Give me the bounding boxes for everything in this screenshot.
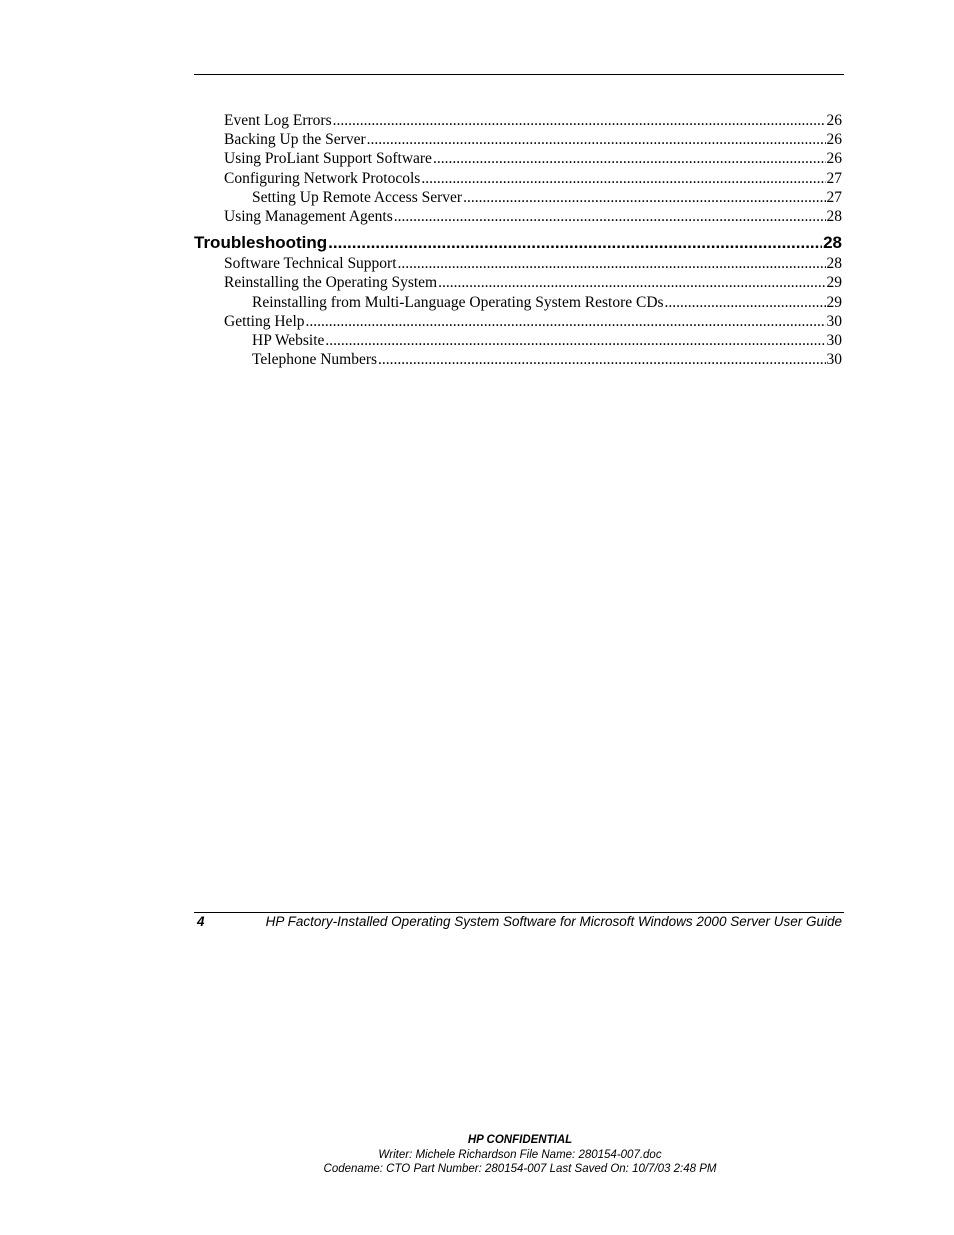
- toc-entry-page: 29: [826, 274, 842, 292]
- toc-entry[interactable]: [194, 111, 842, 130]
- toc-entry-title: HP Website: [252, 332, 325, 350]
- toc-entry[interactable]: [194, 232, 842, 254]
- toc-entry-page: 28: [823, 233, 842, 253]
- page-footer: [194, 914, 842, 929]
- toc-leader-dots: [306, 312, 826, 331]
- toc-leader-dots: [325, 331, 825, 350]
- toc-entry-title: Reinstalling the Operating System: [224, 274, 438, 292]
- toc-entry-title: Using ProLiant Support Software: [224, 150, 432, 168]
- toc-entry[interactable]: [194, 130, 842, 149]
- toc-entry-title: Backing Up the Server: [224, 131, 366, 149]
- document-title: HP Factory-Installed Operating System Software for Microsoft Windows 2000 Server User Guide: [265, 914, 842, 929]
- toc-entry-title: Using Management Agents: [224, 208, 393, 226]
- toc-entry-page: 26: [826, 131, 842, 149]
- toc-entry-page: 26: [826, 150, 842, 168]
- toc-entry[interactable]: [194, 312, 842, 331]
- toc-entry-page: 29: [826, 293, 842, 311]
- toc-entry[interactable]: [194, 188, 842, 207]
- toc-entry-page: 28: [826, 208, 842, 226]
- toc-leader-dots: [421, 169, 825, 188]
- toc-entry-page: 30: [826, 312, 842, 330]
- toc-entry-title: Setting Up Remote Access Server: [252, 188, 463, 206]
- toc-entry-page: 26: [826, 112, 842, 129]
- toc-entry-page: 28: [826, 255, 842, 273]
- toc-entry-page: 30: [826, 351, 842, 369]
- toc-entry-title: Configuring Network Protocols: [224, 169, 421, 187]
- toc-entry-page: 27: [826, 188, 842, 206]
- toc-leader-dots: [665, 293, 826, 312]
- toc-entry[interactable]: [194, 293, 842, 312]
- toc-entry-page: 27: [826, 169, 842, 187]
- header-rule: [194, 74, 844, 75]
- toc-entry[interactable]: [194, 254, 842, 273]
- toc-entry[interactable]: [194, 331, 842, 350]
- toc-leader-dots: [394, 207, 826, 226]
- confidential-codename-line: Codename: CTO Part Number: 280154-007 Last Saved On: 10/7/03 2:48 PM: [323, 1163, 717, 1175]
- footer-rule: [194, 912, 844, 913]
- confidential-writer-line: Writer: Michele Richardson File Name: 280154-007.doc: [378, 1148, 662, 1161]
- toc-entry-title: Telephone Numbers: [252, 351, 378, 369]
- page-number: 4: [197, 914, 205, 929]
- confidential-notice: [0, 1133, 954, 1177]
- toc-entry[interactable]: [194, 149, 842, 168]
- toc-entry-title: Event Log Errors: [224, 112, 332, 129]
- toc-entry-title: Getting Help: [224, 312, 305, 330]
- toc-leader-dots: [367, 130, 826, 149]
- toc-entry-title: Software Technical Support: [224, 255, 397, 273]
- toc-entry[interactable]: [194, 207, 842, 226]
- toc-leader-dots: [463, 188, 825, 207]
- toc-entry[interactable]: [194, 273, 842, 292]
- toc-entry-page: 30: [826, 332, 842, 350]
- toc-entry[interactable]: [194, 169, 842, 188]
- toc-entry-title: Troubleshooting: [194, 233, 328, 253]
- table-of-contents: [194, 111, 842, 369]
- toc-leader-dots: [433, 149, 826, 168]
- toc-entry[interactable]: [194, 350, 842, 369]
- toc-entry-title: Reinstalling from Multi-Language Operating System Restore CDs: [252, 293, 664, 311]
- toc-leader-dots: [328, 232, 822, 254]
- toc-leader-dots: [398, 254, 826, 273]
- toc-leader-dots: [438, 273, 825, 292]
- confidential-title: HP CONFIDENTIAL: [467, 1134, 573, 1146]
- toc-leader-dots: [378, 350, 825, 369]
- toc-leader-dots: [333, 111, 826, 130]
